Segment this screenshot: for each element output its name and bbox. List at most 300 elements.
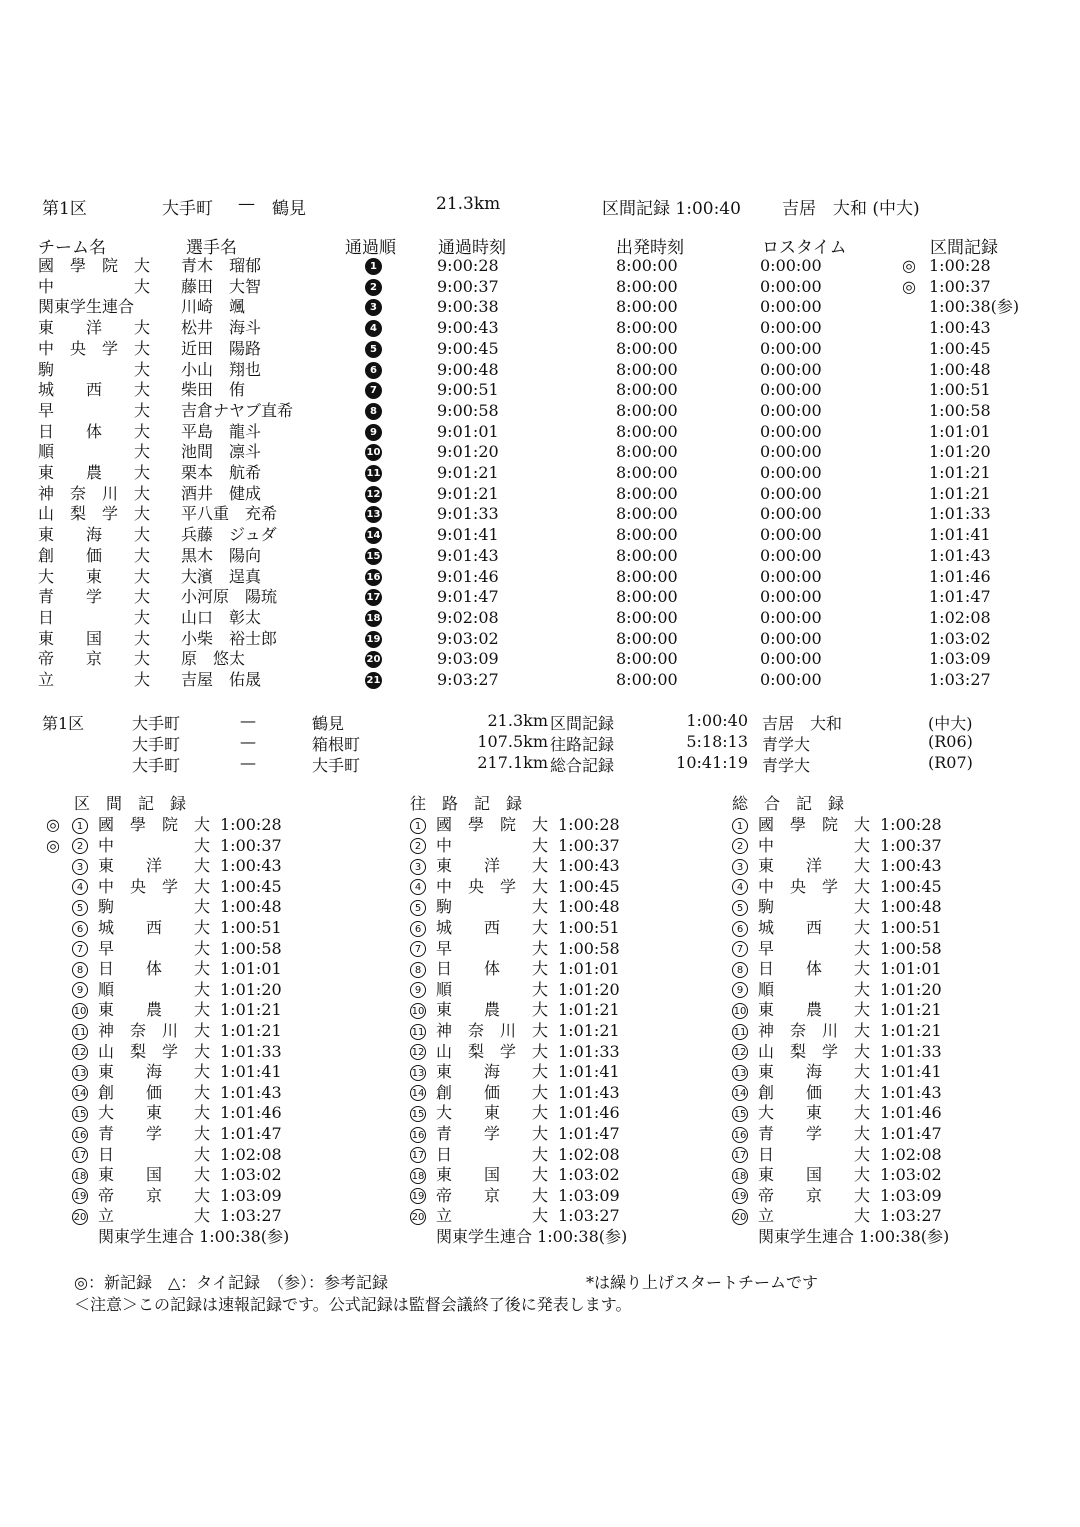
start-time: 8:00:00 [616,442,678,462]
section-time: 1:03:27 [929,670,991,689]
caution-note: ＜注意＞この記録は速報記録です。公式記録は監督会議終了後に発表します。 [74,1295,632,1314]
loss-time: 0:00:00 [760,649,822,669]
start-time: 8:00:00 [616,483,678,503]
rank-number [72,897,88,918]
table-row [0,380,1080,401]
rank-circle: 10 [732,1003,748,1019]
start-time: 8:00:00 [616,607,678,627]
rank-number [732,1186,748,1207]
ranking-team: 駒 大 [436,897,549,917]
record-mark: ◎ [902,256,916,275]
records-section: 第1区 [42,714,85,733]
record-to: 箱根町 [312,735,361,754]
rank-number [732,1083,748,1104]
runner-name: 柴田 侑 [181,380,246,400]
rank-circle: 2 [732,838,748,854]
ranking-time: 1:01:21 [880,1021,942,1040]
record-mark: ◎ [902,276,916,296]
rank-number [732,815,748,836]
record-from: 大手町 [132,735,181,754]
rank-circle: 8 [410,962,426,978]
ranking-team: 創 価 大 [98,1082,211,1102]
rank-circle: 11 [72,1024,88,1040]
rank-number [410,1103,426,1124]
ranking-time: 1:00:37 [880,835,942,855]
runner-name: 平島 龍斗 [181,421,262,441]
rank-number [410,897,426,918]
table-row [0,567,1080,588]
loss-time: 0:00:00 [760,463,822,482]
start-time: 8:00:00 [616,421,678,441]
team-name: 山 梨 学 大 [38,504,151,524]
rank-circle: 20 [72,1209,88,1225]
record-time: 10:41:19 [676,753,748,772]
rank-circle: 18 [732,1168,748,1184]
rank-circle: 5 [410,900,426,916]
rank-circle: 14 [732,1085,748,1101]
ranking-time: 1:00:48 [220,897,282,917]
rank-number [732,877,748,898]
loss-time: 0:00:00 [760,607,822,627]
rank-circle: 7 [72,941,88,957]
ranking-team: 大 東 大 [98,1103,211,1123]
ranking-time: 1:03:09 [558,1185,620,1205]
ranking-team: 神 奈 川 大 [98,1021,211,1040]
record-dash: — [240,732,256,751]
rank-number [410,856,426,877]
ranking-time: 1:01:46 [880,1103,942,1123]
rank-circle: 4 [732,879,748,895]
record-note: (R06) [928,732,973,751]
loss-time: 0:00:00 [760,318,822,338]
ranking-team: 東 国 大 [98,1165,211,1185]
runner-name: 黒木 陽向 [181,545,262,565]
team-name: 東 海 大 [38,525,151,545]
start-time: 8:00:00 [616,566,678,586]
ranking-team: 東 農 大 [98,1000,211,1020]
rank-circle: 1 [410,818,426,834]
ranking-time: 1:01:20 [880,979,942,999]
ranking-team: 日 体 大 [436,959,549,979]
loss-time: 0:00:00 [760,504,822,524]
runner-name: 小山 翔也 [181,359,262,379]
ranking-team: 國 學 院 大 [758,815,871,834]
ranking-team: 東 海 大 [758,1062,871,1082]
rank-number [410,1000,426,1021]
rank-number [732,959,748,980]
loss-time: 0:00:00 [760,276,822,296]
team-name: 東 洋 大 [38,318,151,338]
rank-number [410,1042,426,1063]
ranking-time: 1:00:51 [220,918,282,937]
col-rank: 通過順 [345,238,396,258]
rank-circle: 16 [410,1127,426,1143]
rank-number [410,980,426,1001]
record-note: (R07) [928,753,973,772]
rank-circle: 3 [72,859,88,875]
section-record-label: 区間記録 1:00:40 [602,199,741,219]
section-time: 1:01:41 [929,525,991,545]
rank-circle: 12 [72,1044,88,1060]
pass-time: 9:01:43 [437,545,499,565]
ranking-team: 日 大 [98,1144,211,1164]
runner-name: 小河原 陽琉 [181,587,278,607]
ranking-team: 東 国 大 [758,1165,871,1185]
rank-number [72,1145,88,1166]
to-label: 鶴見 [272,199,306,219]
rank-number [410,836,426,857]
rank-circle: 20 [410,1209,426,1225]
ranking-team: 神 奈 川 大 [758,1021,871,1040]
team-name: 中 央 学 大 [38,338,151,358]
pass-time: 9:00:28 [437,256,499,275]
ranking-time: 1:01:47 [220,1124,282,1143]
ranking-team: 神 奈 川 大 [436,1021,549,1040]
ranking-team: 東 洋 大 [758,856,871,876]
loss-time: 0:00:00 [760,256,822,275]
ranking-team: 東 国 大 [436,1165,549,1185]
rank-number [72,815,88,836]
team-name: 順 大 [38,442,151,462]
rank-circle: 7 [732,941,748,957]
rank-number [410,939,426,960]
pass-time: 9:03:09 [437,649,499,669]
rank-number [732,1145,748,1166]
ranking-team: 順 大 [758,979,871,999]
table-row [0,360,1080,381]
table-row [0,256,1080,277]
start-time: 8:00:00 [616,400,678,420]
team-name: 創 価 大 [38,545,151,565]
table-row [0,587,1080,608]
ranking-time: 1:00:45 [558,876,620,896]
pass-time: 9:02:08 [437,607,499,627]
rank-circle: 10 [410,1003,426,1019]
legend-note: ◎：新記録 △：タイ記録 （参）：参考記録 [74,1273,388,1292]
rank-circle: 8 [732,962,748,978]
table-row [0,401,1080,422]
distance-label: 21.3km [436,194,501,214]
ranking-title: 往 路 記 録 [410,794,523,813]
start-time: 8:00:00 [616,276,678,296]
start-time: 8:00:00 [616,338,678,358]
team-name: 日 体 大 [38,421,151,441]
rank-number [410,877,426,898]
record-to: 鶴見 [312,714,345,733]
rank-circle: 9 [72,982,88,998]
runner-name: 藤田 大智 [181,276,262,296]
ranking-time: 1:01:01 [880,959,942,979]
loss-time: 0:00:00 [760,400,822,420]
rank-number [732,1165,748,1186]
start-time: 8:00:00 [616,318,678,338]
ranking-team: 大 東 大 [436,1103,549,1123]
ranking-time: 1:01:43 [558,1082,620,1102]
runner-name: 原 悠太 [181,649,246,669]
ranking-title: 区 間 記 録 [74,794,187,813]
table-row [0,442,1080,463]
ranking-time: 1:00:37 [558,835,620,855]
ranking-team: 山 梨 学 大 [758,1041,871,1061]
rank-circle: 11 [410,1024,426,1040]
ranking-time: 1:03:09 [220,1185,282,1205]
rank-badge: 17 [365,589,382,606]
ranking-time: 1:01:21 [220,1021,282,1040]
ranking-team: 帝 京 大 [436,1185,549,1205]
ranking-team: 國 學 院 大 [98,815,211,834]
record-holder: 青学大 [762,735,811,754]
team-name: 早 大 [38,400,151,420]
pass-time: 9:00:58 [437,400,499,420]
section-time: 1:00:58 [929,400,991,420]
record-time: 5:18:13 [686,732,748,751]
rank-circle: 2 [410,838,426,854]
ranking-team: 東 洋 大 [436,856,549,876]
rank-number [732,1042,748,1063]
rank-circle: 4 [72,879,88,895]
ranking-time: 1:01:33 [558,1041,620,1061]
rank-number [72,1000,88,1021]
rank-badge: 14 [365,527,382,544]
team-name: 東 農 大 [38,463,151,482]
ranking-team: 早 大 [758,938,871,958]
rank-number [72,939,88,960]
rank-number [72,1021,88,1042]
loss-time: 0:00:00 [760,359,822,379]
ranking-time: 1:01:01 [220,959,282,979]
section-record-holder: 吉居 大和 (中大) [782,199,920,219]
team-name: 日 大 [38,607,151,627]
ranking-time: 1:00:58 [880,938,942,958]
ranking-time: 1:01:43 [880,1082,942,1102]
rank-number [410,1021,426,1042]
start-time: 8:00:00 [616,359,678,379]
ranking-team: 早 大 [98,938,211,958]
rank-number [732,1124,748,1145]
rank-circle: 5 [732,900,748,916]
rank-number [72,1124,88,1145]
rank-number [410,1206,426,1227]
section-time: 1:00:51 [929,380,991,400]
ranking-time: 1:03:02 [220,1165,282,1185]
rank-circle: 1 [732,818,748,834]
new-record-mark: ◎ [46,815,60,834]
col-section-record: 区間記録 [930,238,998,258]
rank-number [732,1021,748,1042]
ranking-time: 1:01:41 [220,1062,282,1082]
rank-badge: 15 [365,548,382,565]
pass-time: 9:01:46 [437,566,499,586]
team-name: 東 国 大 [38,628,151,648]
pass-time: 9:01:33 [437,504,499,524]
runner-name: 青木 瑠郁 [181,256,262,275]
ranking-team: 青 学 大 [436,1124,549,1143]
record-kind: 区間記録 [550,714,615,733]
loss-time: 0:00:00 [760,628,822,648]
table-row [0,629,1080,650]
rank-number [410,1083,426,1104]
loss-time: 0:00:00 [760,483,822,503]
rank-circle: 6 [72,921,88,937]
team-name: 立 大 [38,670,151,689]
rank-number [732,1206,748,1227]
ranking-team: 立 大 [98,1206,211,1226]
rank-number [732,1062,748,1083]
record-from: 大手町 [132,756,181,775]
rank-badge: 9 [365,424,382,441]
rank-badge: 5 [365,341,382,358]
pass-time: 9:03:02 [437,628,499,648]
pass-time: 9:01:01 [437,421,499,441]
record-from: 大手町 [132,714,181,733]
loss-time: 0:00:00 [760,338,822,358]
ranking-team: 創 価 大 [758,1082,871,1102]
pass-time: 9:01:21 [437,483,499,503]
pass-time: 9:01:20 [437,442,499,462]
rank-number [410,959,426,980]
ranking-team: 日 体 大 [758,959,871,979]
ranking-time: 1:02:08 [220,1144,282,1164]
record-holder: 吉居 大和 [762,714,843,733]
ranking-time: 1:03:27 [220,1206,282,1226]
rank-number [72,1186,88,1207]
start-time: 8:00:00 [616,628,678,648]
rank-number [732,897,748,918]
ranking-time: 1:00:58 [220,938,282,958]
ranking-team: 日 大 [436,1144,549,1164]
rank-circle: 15 [732,1106,748,1122]
table-row [0,670,1080,691]
ranking-time: 1:00:48 [880,897,942,917]
col-start-time: 出発時刻 [616,238,684,258]
ranking-team: 創 価 大 [436,1082,549,1102]
ranking-team: 山 梨 学 大 [98,1041,211,1061]
ranking-team: 中 央 学 大 [758,876,871,896]
pass-time: 9:00:48 [437,359,499,379]
ranking-team: 中 大 [98,835,211,855]
team-name: 帝 京 大 [38,649,151,669]
section-time: 1:01:47 [929,587,991,607]
rank-badge: 12 [365,486,382,503]
rank-number [72,1083,88,1104]
rank-number [410,1165,426,1186]
col-pass-time: 通過時刻 [438,238,506,258]
ranking-time: 1:01:46 [558,1103,620,1123]
record-to: 大手町 [312,756,361,775]
table-row [0,546,1080,567]
rank-circle: 19 [410,1188,426,1204]
section-time: 1:00:37 [929,276,991,296]
table-row [0,277,1080,298]
loss-time: 0:00:00 [760,587,822,607]
runner-name: 大濱 逞真 [181,566,262,586]
section-time: 1:01:33 [929,504,991,524]
start-time: 8:00:00 [616,525,678,545]
rank-number [72,918,88,939]
record-distance: 107.5km [477,732,548,751]
loss-time: 0:00:00 [760,545,822,565]
rank-circle: 18 [410,1168,426,1184]
rank-circle: 5 [72,900,88,916]
new-record-mark: ◎ [46,835,60,855]
pass-time: 9:03:27 [437,670,499,689]
rank-circle: 14 [72,1085,88,1101]
ranking-time: 1:01:41 [880,1062,942,1082]
section-time: 1:00:28 [929,256,991,275]
runner-name: 川崎 颯 [181,297,246,317]
pass-time: 9:00:45 [437,338,499,358]
rank-number [72,836,88,857]
team-name: 大 東 大 [38,566,151,586]
loss-time: 0:00:00 [760,670,822,689]
ranking-time: 1:00:43 [880,856,942,876]
section-time: 1:01:43 [929,545,991,565]
ranking-team: 中 央 学 大 [436,876,549,896]
pass-time: 9:01:41 [437,525,499,545]
ranking-time: 1:01:33 [880,1041,942,1061]
section-time: 1:01:21 [929,463,991,482]
ranking-time: 1:01:47 [880,1124,942,1143]
rank-badge: 20 [365,651,382,668]
record-holder: 青学大 [762,756,811,775]
rank-number [410,1145,426,1166]
ranking-team: 東 海 大 [436,1062,549,1082]
ranking-team: 駒 大 [758,897,871,917]
loss-time: 0:00:00 [760,442,822,462]
rank-number [410,1186,426,1207]
ranking-time: 1:03:27 [880,1206,942,1226]
rank-badge: 11 [365,465,382,482]
rank-number [72,1206,88,1227]
ranking-time: 1:02:08 [880,1144,942,1164]
loss-time: 0:00:00 [760,566,822,586]
ranking-team: 中 大 [436,835,549,855]
ranking-team: 中 央 学 大 [98,876,211,896]
rank-circle: 9 [410,982,426,998]
col-team: チーム名 [38,238,106,258]
ranking-time: 1:03:27 [558,1206,620,1226]
table-row [0,422,1080,443]
ranking-title: 総 合 記 録 [732,794,845,813]
ranking-team: 帝 京 大 [98,1185,211,1205]
runner-name: 栗本 航希 [181,463,262,482]
ranking-team: 日 大 [758,1144,871,1164]
rank-badge: 16 [365,569,382,586]
start-time: 8:00:00 [616,545,678,565]
ranking-time: 1:03:09 [880,1185,942,1205]
runner-name: 山口 彰太 [181,607,262,627]
runner-name: 平八重 充希 [181,504,278,524]
rank-number [732,836,748,857]
rank-number [72,959,88,980]
ranking-team: 山 梨 学 大 [436,1041,549,1061]
record-dash: — [240,753,256,772]
rank-number [72,1103,88,1124]
ranking-team: 青 学 大 [758,1124,871,1143]
rank-circle: 19 [732,1188,748,1204]
ranking-time: 1:01:33 [220,1041,282,1061]
ranking-team: 駒 大 [98,897,211,917]
ranking-time: 1:01:47 [558,1124,620,1143]
ranking-time: 1:00:45 [880,876,942,896]
ranking-team: 順 大 [98,979,211,999]
rank-circle: 7 [410,941,426,957]
team-name: 青 学 大 [38,587,151,607]
section-time: 1:01:20 [929,442,991,462]
ranking-time: 1:01:21 [558,1021,620,1040]
table-row [0,318,1080,339]
rank-circle: 20 [732,1209,748,1225]
